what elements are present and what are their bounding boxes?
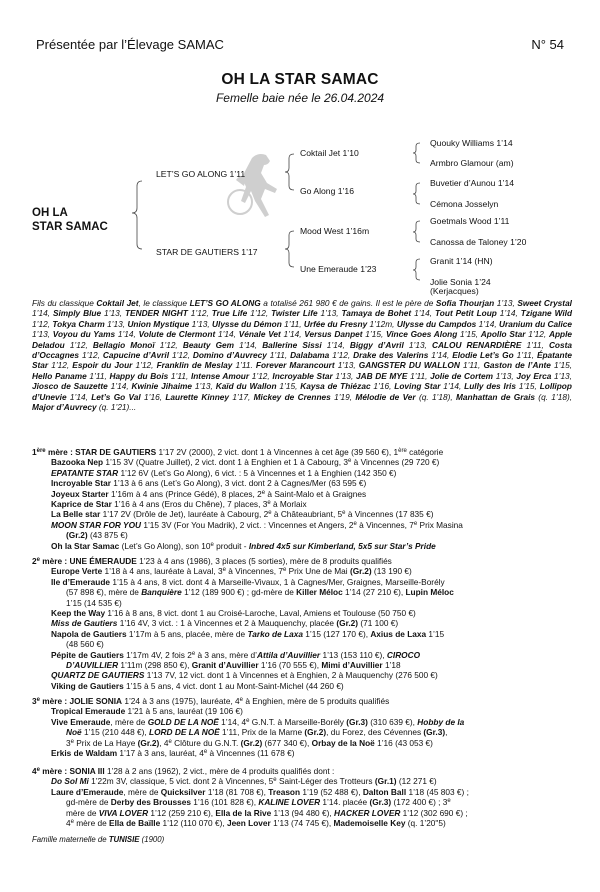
list-item: Do Sol Mi 1’22m 3V, classique, 5 vict. dont 2 à Vincennes, 5e Saint-Léger des Trotteurs (Gr.1) (12 271 €) [51,776,437,787]
first-dam-heading: 1ère mère : STAR DE GAUTIERS 1’17 2V (2000), 2 vict. dont 1 à Vincennes à cet âge (39 560 €), 1ère catégorie [32,447,444,457]
pedigree-sds: Buvetier d’Aunou 1’14 [430,178,515,188]
list-item: QUARTZ DE GAUTIERS 1’13 7V, 12 vict. dont 1 à Vincennes et à Enghien, 2 à Mauquenchy (276 500 €) [51,670,438,681]
first-dam-section [32,447,572,551]
list-item: 3e Prix de La Haye (Gr.2), 4e Clôture du G.N.T. (Gr.2) (677 340 €), Orbay de la Noë 1’16 (43 053 €) [66,737,433,748]
list-item: Europe Verte 1’18 à 4 ans, lauréate à Laval, 3e à Vincennes, 7e Prix Une de Mai (Gr.2) (13 190 €) [51,566,412,577]
list-item: Kaprice de Star 1’16 à 4 ans (Eros du Chêne), 7 places, 3e à Morlaix [51,499,307,510]
list-item: Keep the Way 1’16 à 8 ans, 8 vict. dont 1 au Croisé-Laroche, Laval, Amiens et Toulouse (50 750 €) [51,608,416,619]
second-dam-heading: 2e mère : UNE ÉMERAUDE 1’23 à 4 ans (1986), 3 places (5 sorties), mère de 8 produits qualifiés [32,556,392,566]
list-item: Tropical Emeraude 1’21 à 5 ans, lauréat (19 106 €) [51,706,243,717]
list-item: (Gr.2) (43 875 €) [66,530,128,541]
pedigree-sdd: Cémona Josselyn [430,199,499,209]
pedigree-ssd: Armbro Glamour (am) [430,158,514,168]
maternal-family: Famille maternelle de TUNISIE (1900) [32,835,165,844]
list-item: Erkis de Waldam 1’17 à 3 ans, lauréat, 4e à Vincennes (11 678 €) [51,748,295,759]
list-item: Bazooka Nep 1’15 3V (Quatre Juillet), 2 vict. dont 1 à Enghien et 1 à Cabourg, 3e à Vincennes (29 720 €) [51,457,440,468]
list-item: Joyeux Starter 1’16m à 4 ans (Prince Gédé), 8 places, 2e à Saint-Malo et à Graignes [51,488,367,499]
third-dam-section [32,696,572,758]
list-item: MOON STAR FOR YOU 1’15 3V (For You Madrik), 2 vict. : Vincennes et Angers, 2e à Vincennes, 7e Prix Masina [51,519,463,530]
horse-title: OH LA STAR SAMAC [221,71,379,88]
horse-subtitle: Femelle baie née le 26.04.2024 [215,91,385,105]
list-item: 4e mère de Ella de Baïlle 1’12 (110 070 €), Jeen Lover 1’13 (74 745 €), Mademoiselle Key (q. 1’20"5) [66,818,446,829]
pedigree-dam-dam: Une Emeraude 1’23 [300,264,377,274]
presenter-line: Présentée par l’Élevage SAMAC [36,37,224,52]
list-item: D’AUVILLIER 1’11m (298 850 €), Granit d’Auvillier 1’16 (70 555 €), Mimi d’Auvillier 1’18 [66,660,401,671]
horse-and-sulky-icon [222,150,292,230]
list-item: Noë 1’15 (210 448 €), LORD DE LA NOË 1’11, Prix de la Marne (Gr.2), du Forez, des Cévennes (Gr.3), [66,727,448,738]
list-item: Ile d’Emeraude 1’15 à 4 ans, 8 vict. dont 4 à Marseille-Vivaux, 1 à Cagnes/Mer, Graignes, Marseille-Borély [51,576,445,587]
pedigree-dam-sire: Mood West 1’16m [300,226,370,236]
pedigree-sire: LET’S GO ALONG 1’11 [156,169,246,179]
list-item: Miss de Gautiers 1’16 4V, 3 vict. : 1 à Vincennes et 2 à Mauquenchy, placée (Gr.2) (71 100 €) [51,618,399,629]
pedigree-dam: STAR DE GAUTIERS 1’17 [156,247,258,257]
fourth-dam-heading: 4e mère : SONIA III 1’28 à 2 ans (1962), 2 vict., mère de 4 produits qualifiés dont : [32,766,335,776]
list-item: Vive Emeraude, mère de GOLD DE LA NOË 1’14, 4e G.N.T. à Marseille-Borély (Gr.3) (310 639 €), Hobby de la [51,716,465,727]
list-item: Laure d’Emeraude, mère de Quicksilver 1’18 (81 708 €), Treason 1’19 (52 488 €), Dalton Ball 1’18 (45 803 €) ; [51,786,469,797]
sire-description: Fils du classique Coktail Jet, le classique LET’S GO ALONG a totalisé 261 980 € de gains. Il est le père de Sofia Thourjan 1’13, Sweet Crystal 1’14, Simply Blue 1’13, TENDER NIGHT 1’12, True Life 1’12, Twister Life 1’13, Tamaya de Bohet 1’14, Tout Petit Loup 1’14, Tzigane Wild 1’12, Tokya Charm 1’13, Union Mystique 1’13, Ulysse du Démon 1’11, Urfée du Fresny 1’12m, Ulysse du Campdos 1’14, Uranium du Calice 1’13, Voyou du Yams 1’14, Volute de Clermont 1’14, Vénale Vet 1’14, Versus Danpet 1’15, Vince Goes Along 1’15, Apollo Star 1’12, Apple Deladou 1’12, Bellagio Monoï 1’12, Beauty Gem 1’14, Ballerine Sissi 1’14, Biggy d’Avril 1’13, CALOU RENARDIÈRE 1’11, Costa d’Occagnes 1’12, Capucine d’Avril 1’12, Domino d’Auvrecy 1’11, Dalabama 1’12, Drake des Valerins 1’14, Elodie Let’s Go 1’11, Épatante Star 1’12, Espoir du Jour 1’12, Franklin de Meslay 1’11. Forever Marancourt 1’13, GANGSTER DU WALLON 1’11, Gaston de l’Ante 1’15, Hello Paname 1’11, Happy du Bois 1’11, Intense Amour 1’12, Incroyable Star 1’13, JAB DE MYE 1’11, Jolie de Cortem 1’13, Joy Erca 1’13, Jiosco de Sauzette 1’14, Kwinie Jihaime 1’13, Kaïd du Wallon 1’15, Kaysa de Thiézac 1’16, Loving Star 1’14, Lully des Iris 1’15, Lollipop d’Unevie 1’14, Let’s Go Val 1’16, Laurette Kinney 1’17, Mickey de Crennes 1’19, Mélodie de Ver (q. 1’18), Manhattan de Grais (q. 1’18), Major d’Auvrecy (q. 1’21)... [32,298,573,413]
list-item: (48 560 €) [66,639,104,650]
list-item: Oh la Star Samac (Let’s Go Along), son 10e produit - Inbred 4x5 sur Kimberland, 5x5 sur Star’s Pride [51,540,436,551]
list-item: mère de VIVA LOVER 1’12 (259 210 €), Ella de la Rive 1’13 (94 480 €), HACKER LOVER 1’12 (302 690 €) ; [66,807,468,818]
second-dam-section [32,556,572,691]
list-item: La Belle star 1’17 2V (Drôle de Jet), lauréate à Cabourg, 2e à Châteaubriant, 5e à Vincennes (17 835 €) [51,509,434,520]
list-item: EPATANTE STAR 1’12 6V (Let’s Go Along), 6 vict. : 5 à Vincennes et 1 à Enghien (142 350 €) [51,467,397,478]
third-dam-heading: 3e mère : JOLIE SONIA 1’24 à 3 ans (1975), lauréate, 4e à Enghien, mère de 5 produits qualifiés [32,696,390,706]
pedigree-dss: Goetmals Wood 1’11 [430,216,510,226]
list-item: Incroyable Star 1’13 à 6 ans (Let’s Go Along), 3 vict. dont 2 à Cagnes/Mer (63 595 €) [51,478,367,489]
pedigree-dsd: Canossa de Taloney 1’20 [430,237,527,247]
lot-number: N° 54 [531,37,564,52]
pedigree-dds: Granit 1’14 (HN) [430,256,493,266]
list-item: Pépite de Gautiers 1’17m 4V, 2 fois 2e à 3 ans, mère d’Attila d’Auvillier 1’13 (153 110 €), CIROCO [51,649,421,660]
pedigree-sss: Quouky Williams 1’14 [430,138,513,148]
list-item: Napola de Gautiers 1’17m à 5 ans, placée, mère de Tarko de Laxa 1’15 (127 170 €), Axius de Laxa 1’15 [51,628,445,639]
fourth-dam-section [32,766,572,828]
list-item: 1’15 (14 535 €) [66,597,122,608]
pedigree-ddd-note: (Kerjacques) [430,286,479,296]
list-item: (57 898 €), mère de Banquière 1’12 (189 900 €) ; gd-mère de Killer Méloc 1’14 (27 210 €), Lupin Méloc [66,587,454,598]
pedigree-sire-dam: Go Along 1’16 [300,186,354,196]
list-item: Viking de Gautiers 1’15 à 5 ans, 4 vict. dont 1 au Mont-Saint-Michel (44 260 €) [51,680,344,691]
pedigree-sire-sire: Coktail Jet 1’10 [300,148,359,158]
pedigree-ddd: Jolie Sonia 1’24 [430,277,491,287]
list-item: gd-mère de Derby des Brousses 1’16 (101 828 €), KALINE LOVER 1’14. placée (Gr.3) (172 400 €) ; 3e [66,797,451,808]
pedigree-horse-name: OH LA STAR SAMAC [32,207,108,233]
